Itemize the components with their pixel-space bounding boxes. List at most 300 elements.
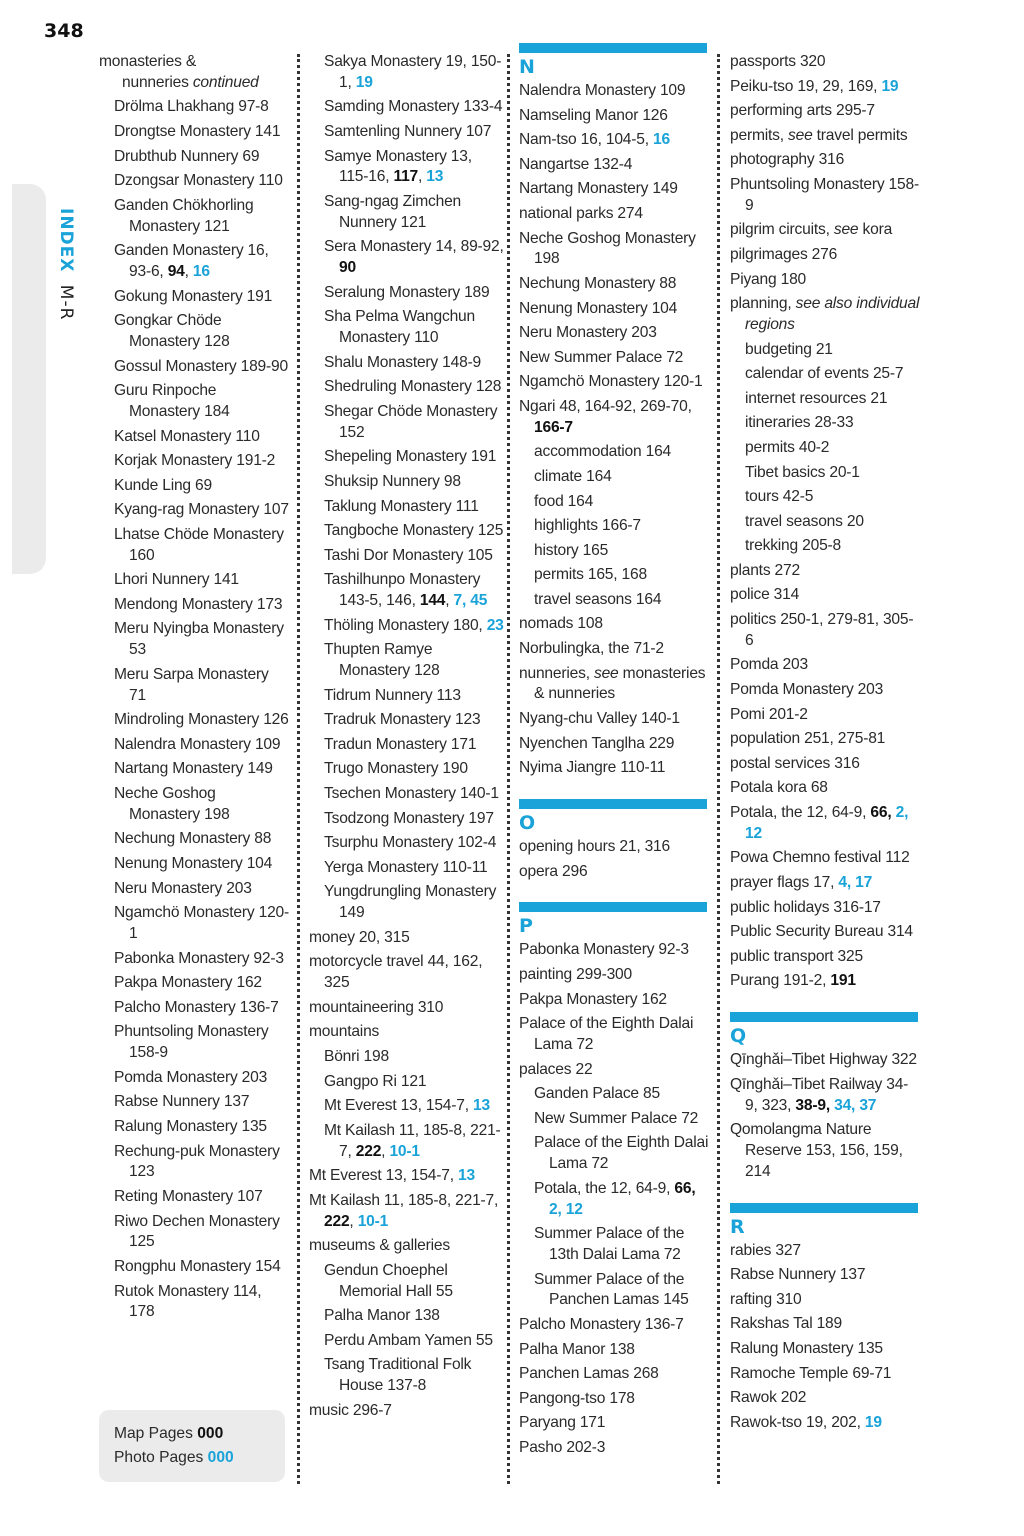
- letter-bar: [519, 799, 707, 809]
- index-entry: [730, 294, 920, 336]
- entry-text: calendar of events 25-7: [745, 365, 904, 383]
- entry-text: Tidrum Nunnery 113: [324, 686, 461, 704]
- entry-text: Nenung Monastery 104: [114, 855, 273, 873]
- index-subentry: [114, 949, 289, 970]
- entry-text: Potala, the 12, 64-9,: [534, 1179, 675, 1197]
- index-subentry: [324, 735, 505, 756]
- index-entry: [519, 664, 709, 706]
- index-subentry: [324, 353, 505, 374]
- legend-photo-pages: [114, 1446, 285, 1470]
- entry-text: itineraries 28-33: [745, 414, 854, 432]
- entry-text: accommodation 164: [534, 443, 672, 461]
- legend-map-pages: [114, 1422, 285, 1446]
- side-tab-range: M-R: [56, 284, 76, 321]
- index-subentry: [114, 357, 289, 378]
- index-entry: [519, 229, 709, 271]
- index-entry: [519, 639, 709, 660]
- index-entry: [309, 1401, 505, 1422]
- entry-text: highlights 166-7: [534, 517, 641, 535]
- index-subentry: [324, 283, 505, 304]
- letter-bar: [519, 43, 707, 53]
- index-entry: [519, 862, 709, 883]
- entry-text: Mt Everest 13, 154-7,: [324, 1097, 474, 1115]
- entry-text: Kyang-rag Monastery 107: [114, 501, 289, 519]
- entry-text: Rawok 202: [730, 1389, 807, 1407]
- index-subentry: [324, 1355, 505, 1397]
- index-entry: [730, 245, 920, 266]
- entry-text: Samding Monastery 133-4: [324, 98, 503, 116]
- entry-text: Pomda 203: [730, 656, 808, 674]
- entry-heading: monasteries &: [99, 53, 197, 70]
- side-tab: [12, 184, 46, 574]
- entry-text: Qīnghǎi–Tibet Railway 34-9, 323,: [730, 1075, 909, 1114]
- entry-text: Rakshas Tal 189: [730, 1315, 843, 1333]
- index-entry: [519, 734, 709, 755]
- entry-text: Ngamchö Monastery 120-1: [519, 373, 703, 391]
- index-entry: [730, 150, 920, 171]
- entry-text: motorcycle travel 44, 162, 325: [309, 953, 483, 992]
- entry-text: Tradruk Monastery 123: [324, 711, 481, 729]
- entry-text: Pasho 202-3: [519, 1438, 606, 1456]
- entry-text: permits 40-2: [745, 438, 830, 456]
- index-entry: [309, 928, 505, 949]
- entry-text: Ngari 48, 164-92, 269-70,: [519, 397, 692, 415]
- entry-text: Norbulingka, the 71-2: [519, 640, 664, 658]
- letter-bar: [519, 902, 707, 912]
- index-entry: [519, 323, 709, 344]
- index-entry: [519, 758, 709, 779]
- index-subentry: [324, 52, 505, 94]
- index-subentry: [324, 1331, 505, 1352]
- index-subentry: [324, 472, 505, 493]
- index-column-3: [519, 52, 709, 1463]
- index-subentry: [745, 340, 920, 361]
- entry-text: Nam-tso 16, 104-5,: [519, 131, 654, 149]
- entry-text: history 165: [534, 541, 609, 559]
- index-subentry: [114, 1022, 289, 1064]
- entry-text: painting 299-300: [519, 966, 632, 984]
- index-subentry: [534, 541, 709, 562]
- entry-text: Neru Monastery 203: [114, 879, 252, 897]
- entry-text: Bönri 198: [324, 1047, 389, 1065]
- index-entry: [519, 837, 709, 858]
- index-subentry: [114, 500, 289, 521]
- entry-text: Kunde Ling 69: [114, 476, 212, 494]
- map-page-ref: 117: [393, 168, 419, 186]
- index-subentry: [534, 1270, 709, 1312]
- entry-text: public transport 325: [730, 947, 863, 965]
- map-page-ref: 222: [324, 1212, 350, 1230]
- index-entry: [519, 155, 709, 176]
- index-entry: [309, 1236, 505, 1257]
- index-subentry: [114, 451, 289, 472]
- index-subentry: [114, 171, 289, 192]
- entry-text: national parks 274: [519, 204, 643, 222]
- index-entry: [730, 1075, 920, 1117]
- entry-text: Panchen Lamas 268: [519, 1365, 659, 1383]
- entry-text: Samtenling Nunnery 107: [324, 122, 492, 140]
- index-column-2: [309, 52, 505, 1425]
- index-subentry: [114, 311, 289, 353]
- index-entry: [730, 705, 920, 726]
- map-page-ref: 166-7: [534, 418, 573, 436]
- index-entry: [730, 1290, 920, 1311]
- entry-text: Purang 191-2,: [730, 972, 831, 990]
- index-subentry: [324, 710, 505, 731]
- entry-text: passports 320: [730, 53, 826, 70]
- index-subentry: [745, 389, 920, 410]
- index-subentry: [114, 973, 289, 994]
- entry-heading-cont: nunneries: [122, 73, 193, 91]
- entry-see: see: [788, 126, 813, 144]
- index-subentry: [534, 442, 709, 463]
- entry-text: Gossul Monastery 189-90: [114, 357, 288, 375]
- entry-text: Tsang Traditional Folk House 137-8: [324, 1356, 472, 1395]
- entry-text: Rongphu Monastery 154: [114, 1257, 281, 1275]
- entry-text: Samye Monastery 13, 115-16,: [324, 147, 472, 186]
- index-entry: [519, 274, 709, 295]
- map-page-ref: 90: [339, 259, 356, 277]
- index-entry: [519, 348, 709, 369]
- entry-text: Nartang Monastery 149: [114, 760, 273, 778]
- legend-map-label: Map Pages: [114, 1425, 193, 1442]
- letter-bar: [730, 1203, 918, 1213]
- index-subentry: [324, 570, 505, 612]
- index-subentry: [114, 427, 289, 448]
- index-entry: [730, 680, 920, 701]
- letter-heading: R: [730, 1215, 745, 1238]
- entry-text: Shalu Monastery 148-9: [324, 353, 482, 371]
- entry-text: Phuntsoling Monastery 158-9: [114, 1023, 269, 1062]
- entry-text: New Summer Palace 72: [534, 1109, 699, 1127]
- index-subentry: [114, 525, 289, 567]
- index-subentry: [114, 879, 289, 900]
- entry-text: Nangartse 132-4: [519, 155, 633, 173]
- entry-text: Pomda Monastery 203: [114, 1068, 268, 1086]
- entry-text: Palcho Monastery 136-7: [519, 1315, 684, 1333]
- column-divider: [717, 54, 720, 1484]
- entry-text: prayer flags 17,: [730, 874, 839, 891]
- photo-page-ref: 19: [864, 1413, 882, 1431]
- index-subentry: [324, 447, 505, 468]
- index-subentry: [324, 497, 505, 518]
- index-subentry: [745, 364, 920, 385]
- index-subentry: [324, 686, 505, 707]
- index-subentry: [114, 381, 289, 423]
- entry-text: Rechung-puk Monastery 123: [114, 1142, 280, 1181]
- entry-text: Pangong-tso 178: [519, 1389, 635, 1407]
- entry-text: Rabse Nunnery 137: [730, 1266, 866, 1284]
- entry-text: Lhatse Chöde Monastery 160: [114, 525, 284, 564]
- index-entry: [730, 220, 920, 241]
- entry-text: Nechung Monastery 88: [114, 830, 272, 848]
- entry-text: Tashilhunpo Monastery 143-5, 146,: [324, 571, 481, 610]
- index-subentry: [534, 467, 709, 488]
- index-entry: [519, 1014, 709, 1056]
- index-entry: [519, 1438, 709, 1459]
- entry-text: Sha Pelma Wangchun Monastery 110: [324, 308, 475, 347]
- index-entry: [309, 952, 505, 994]
- index-entry: [309, 998, 505, 1019]
- map-page-ref: 222: [355, 1142, 382, 1160]
- index-entry: [730, 126, 920, 147]
- index-entry: [519, 1389, 709, 1410]
- entry-text: nomads 108: [519, 615, 603, 633]
- index-subentry: [534, 492, 709, 513]
- index-subentry: [534, 1109, 709, 1130]
- index-entry: [519, 204, 709, 225]
- index-subentry: [324, 97, 505, 118]
- entry-see: see: [593, 664, 619, 682]
- index-subentry: [745, 536, 920, 557]
- index-entry: [730, 1050, 920, 1071]
- entry-text: climate 164: [534, 467, 612, 485]
- index-entry: [519, 397, 709, 439]
- photo-page-ref: 34, 37: [834, 1096, 877, 1114]
- letter-section-p: [519, 902, 709, 938]
- index-entry: [730, 971, 920, 992]
- entry-text: money 20, 315: [309, 928, 410, 946]
- index-subentry: [324, 784, 505, 805]
- index-subentry: [114, 1117, 289, 1138]
- entry-text: internet resources 21: [745, 389, 888, 407]
- entry-text: Namseling Manor 126: [519, 106, 668, 124]
- index-subentry: [324, 1072, 505, 1093]
- index-subentry: [114, 784, 289, 826]
- index-subentry: [324, 192, 505, 234]
- index-subentry: [745, 487, 920, 508]
- entry-text: Ralung Monastery 135: [730, 1339, 883, 1357]
- letter-heading: N: [519, 56, 535, 78]
- entry-text: Nartang Monastery 149: [519, 180, 678, 198]
- entry-text: Pomi 201-2: [730, 705, 808, 723]
- index-subentry: [114, 1212, 289, 1254]
- index-entry: [730, 803, 920, 845]
- index-subentry: [114, 735, 289, 756]
- index-entry: [730, 1265, 920, 1286]
- entry-text: Pakpa Monastery 162: [519, 990, 667, 1008]
- index-subentry: [114, 147, 289, 168]
- index-subentry: [114, 476, 289, 497]
- index-subentry: [114, 570, 289, 591]
- entry-text: Mendong Monastery 173: [114, 595, 283, 613]
- entry-text: nunneries,: [519, 664, 594, 682]
- entry-text: museums & galleries: [309, 1237, 450, 1255]
- index-subentry: [324, 616, 505, 637]
- index-entry: [519, 1413, 709, 1434]
- entry-text: travel seasons 164: [534, 590, 662, 608]
- index-subentry: [114, 903, 289, 945]
- entry-sep: ,: [184, 262, 193, 280]
- side-tab-index: INDEX: [56, 208, 76, 273]
- photo-page-ref: 16: [192, 262, 210, 280]
- index-entry: [730, 947, 920, 968]
- entry-text: Ramoche Temple 69-71: [730, 1364, 892, 1382]
- entry-text: Gongkar Chöde Monastery 128: [114, 312, 230, 350]
- entry-text: Trugo Monastery 190: [324, 760, 468, 778]
- entry-text: Tsodzong Monastery 197: [324, 809, 494, 827]
- entry-text: Peiku-tso 19, 29, 169,: [730, 77, 882, 95]
- index-entry: [99, 52, 289, 94]
- entry-see: see also individual regions: [745, 295, 920, 333]
- letter-heading: O: [519, 812, 535, 835]
- entry-text: pilgrimages 276: [730, 245, 838, 263]
- index-entry: [309, 1022, 505, 1043]
- entry-text: Seralung Monastery 189: [324, 283, 490, 301]
- entry-text: Tsechen Monastery 140-1: [324, 785, 499, 803]
- index-subentry: [114, 122, 289, 143]
- entry-text: police 314: [730, 586, 800, 604]
- entry-text: Summer Palace of the Panchen Lamas 145: [534, 1270, 689, 1309]
- photo-page-ref: 10-1: [389, 1142, 420, 1160]
- index-subentry: [534, 516, 709, 537]
- entry-text: Thupten Ramye Monastery 128: [324, 641, 440, 680]
- index-entry: [519, 1060, 709, 1081]
- entry-sep: ,: [381, 1142, 390, 1160]
- entry-text: rabies 327: [730, 1241, 801, 1259]
- index-subentry: [324, 521, 505, 542]
- index-entry: [519, 709, 709, 730]
- entry-text: Sera Monastery 14, 89-92,: [324, 238, 504, 256]
- entry-text: plants 272: [730, 561, 800, 579]
- entry-text: mountaineering 310: [309, 998, 444, 1016]
- index-entry: [519, 1340, 709, 1361]
- entry-text: palaces 22: [519, 1060, 593, 1078]
- entry-sep: ,: [445, 592, 454, 610]
- entry-text: travel seasons 20: [745, 512, 864, 530]
- entry-text: Mt Everest 13, 154-7,: [309, 1167, 459, 1185]
- entry-text: Drubthub Nunnery 69: [114, 147, 260, 165]
- index-subentry: [324, 307, 505, 349]
- entry-text: Mt Kailash 11, 185-8, 221-7,: [309, 1191, 499, 1209]
- entry-text: Qomolangma Nature Reserve 153, 156, 159, 214: [730, 1121, 903, 1180]
- index-subentry: [745, 413, 920, 434]
- entry-text: Perdu Ambam Yamen 55: [324, 1331, 493, 1349]
- letter-section-o: [519, 799, 709, 835]
- entry-text: Yerga Monastery 110-11: [324, 858, 488, 876]
- index-subentry: [534, 1084, 709, 1105]
- index-entry: [730, 610, 920, 652]
- entry-text: Guru Rinpoche Monastery 184: [114, 382, 230, 420]
- entry-text: Neche Goshog Monastery 198: [114, 785, 230, 823]
- index-entry: [519, 1315, 709, 1336]
- map-page-ref: 144: [419, 592, 446, 610]
- side-tab-label: [56, 208, 76, 320]
- entry-text: Ralung Monastery 135: [114, 1117, 267, 1135]
- index-entry: [519, 106, 709, 127]
- entry-text: Summer Palace of the 13th Dalai Lama 72: [534, 1225, 685, 1263]
- index-entry: [730, 101, 920, 122]
- index-subentry: [324, 1096, 505, 1117]
- entry-text: Potala kora 68: [730, 779, 828, 797]
- entry-text: trekking 205-8: [745, 537, 842, 555]
- entry-text: Meru Sarpa Monastery 71: [114, 665, 269, 704]
- photo-page-ref: 10-1: [357, 1212, 389, 1230]
- entry-text: Palcho Monastery 136-7: [114, 998, 279, 1016]
- column-divider: [297, 54, 300, 1484]
- index-entry: [730, 1339, 920, 1360]
- index-entry: [730, 270, 920, 291]
- index-subentry: [114, 759, 289, 780]
- entry-text: Rawok-tso 19, 202,: [730, 1413, 865, 1431]
- entry-sep: ,: [418, 168, 427, 186]
- entry-text: Riwo Dechen Monastery 125: [114, 1212, 280, 1251]
- legend-photo-value: 000: [207, 1449, 234, 1466]
- entry-text: Pabonka Monastery 92-3: [114, 949, 284, 967]
- entry-text: Nalendra Monastery 109: [519, 82, 686, 99]
- photo-page-ref: 13: [473, 1097, 490, 1115]
- index-subentry: [324, 759, 505, 780]
- entry-text: Palha Manor 138: [519, 1340, 635, 1358]
- entry-text: Gangpo Ri 121: [324, 1072, 427, 1090]
- entry-text: Ganden Monastery 16, 93-6,: [114, 242, 269, 280]
- index-subentry: [324, 640, 505, 682]
- entry-text: tours 42-5: [745, 488, 814, 506]
- index-entry: [519, 940, 709, 961]
- index-subentry: [324, 546, 505, 567]
- entry-text: Pabonka Monastery 92-3: [519, 941, 689, 959]
- entry-text: Palace of the Eighth Dalai Lama 72: [534, 1134, 709, 1173]
- entry-text: Neru Monastery 203: [519, 324, 657, 342]
- entry-text: performing arts 295-7: [730, 102, 875, 120]
- index-subentry: [114, 710, 289, 731]
- photo-page-ref: 13: [458, 1167, 475, 1185]
- entry-text: Public Security Bureau 314: [730, 923, 913, 941]
- letter-section-r: [730, 1203, 920, 1239]
- index-entry: [730, 754, 920, 775]
- index-subentry: [324, 809, 505, 830]
- index-subentry: [114, 196, 289, 238]
- map-page-ref: 191: [830, 972, 856, 990]
- entry-text: Ngamchö Monastery 120-1: [114, 904, 290, 942]
- entry-text: Pomda Monastery 203: [730, 681, 884, 699]
- entry-text-cont: monasteries & nunneries: [534, 664, 706, 703]
- index-subentry: [324, 1121, 505, 1163]
- photo-page-ref: 23: [486, 616, 504, 634]
- letter-bar: [730, 1012, 918, 1022]
- entry-text: planning,: [730, 295, 796, 313]
- entry-text: Korjak Monastery 191-2: [114, 452, 276, 470]
- entry-text: Meru Nyingba Monastery 53: [114, 620, 284, 659]
- entry-text: politics 250-1, 279-81, 305-6: [730, 611, 914, 649]
- entry-text: Paryang 171: [519, 1414, 606, 1432]
- index-entry: [730, 1120, 920, 1182]
- index-subentry: [324, 833, 505, 854]
- entry-text: Tradun Monastery 171: [324, 735, 477, 753]
- index-entry: [730, 1314, 920, 1335]
- photo-page-ref: 7, 45: [453, 592, 488, 610]
- index-subentry: [324, 1306, 505, 1327]
- map-page-ref: 66,: [870, 804, 892, 822]
- entry-text: permits,: [730, 126, 788, 144]
- index-subentry: [114, 595, 289, 616]
- entry-text: Palha Manor 138: [324, 1307, 440, 1325]
- index-subentry: [114, 619, 289, 661]
- entry-text: permits 165, 168: [534, 566, 647, 584]
- index-subentry: [114, 1092, 289, 1113]
- index-entry: [730, 1241, 920, 1262]
- entry-text: budgeting 21: [745, 340, 833, 358]
- entry-text: Qīnghǎi–Tibet Highway 322: [730, 1051, 917, 1069]
- entry-text: Mindroling Monastery 126: [114, 711, 289, 729]
- entry-text: Shuksip Nunnery 98: [324, 472, 461, 490]
- entry-text: Reting Monastery 107: [114, 1187, 263, 1205]
- entry-text: Thöling Monastery 180,: [324, 616, 487, 634]
- entry-text: Nyenchen Tanglha 229: [519, 734, 675, 752]
- index-subentry: [114, 1068, 289, 1089]
- entry-text: Drongtse Monastery 141: [114, 122, 281, 140]
- entry-text: Neche Goshog Monastery 198: [519, 229, 696, 268]
